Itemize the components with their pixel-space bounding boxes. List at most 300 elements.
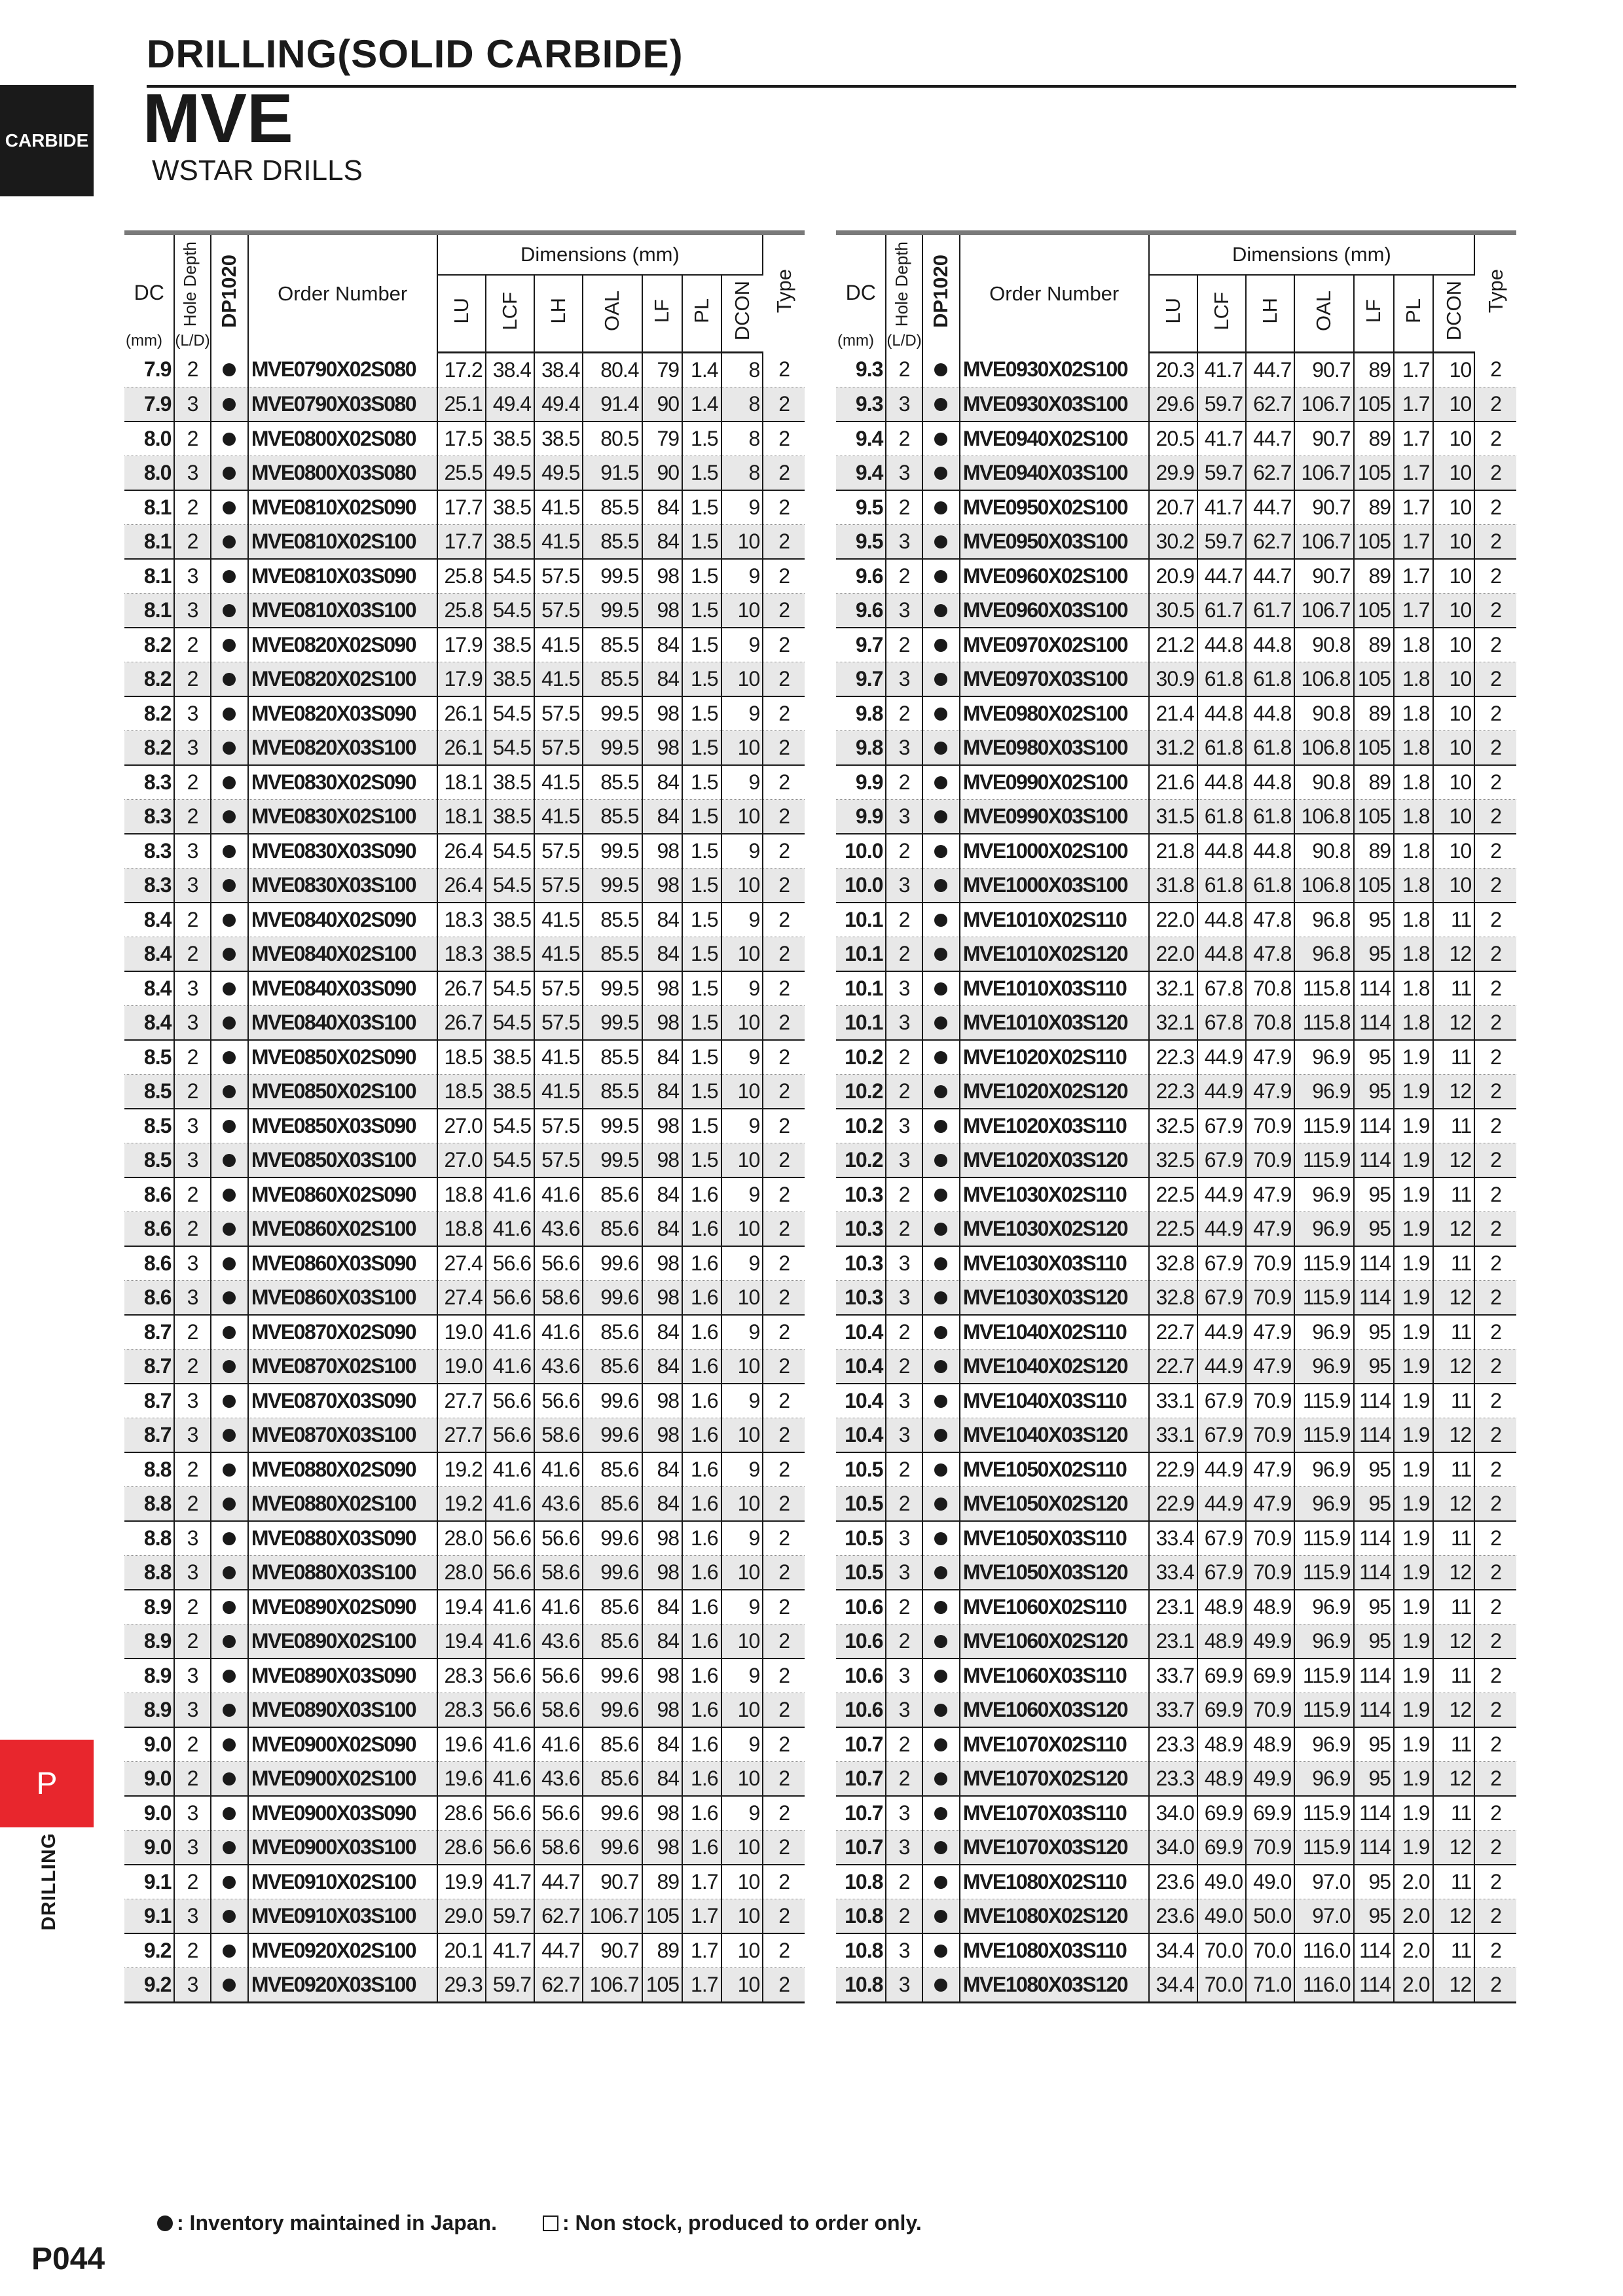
- cell-oal: 96.9: [1294, 1350, 1353, 1384]
- cell-dc: 10.6: [836, 1659, 886, 1693]
- cell-oal: 80.4: [583, 353, 642, 387]
- cell-oal: 85.5: [583, 1075, 642, 1109]
- cell-lh: 41.5: [534, 490, 583, 525]
- cell-dcon: 12: [1433, 1350, 1475, 1384]
- cell-pl: 1.6: [682, 1693, 721, 1728]
- cell-stock: [922, 1727, 960, 1762]
- cell-lcf: 67.8: [1197, 1006, 1246, 1041]
- cell-type: 2: [763, 1624, 805, 1659]
- cell-dcon: 8: [721, 353, 763, 387]
- cell-pl: 1.6: [682, 1624, 721, 1659]
- table-row: [836, 834, 1516, 869]
- cell-pl: 1.9: [1394, 1418, 1432, 1453]
- cell-dcon: 9: [721, 1315, 763, 1350]
- cell-lh: 61.8: [1246, 800, 1294, 834]
- cell-lcf: 44.8: [1197, 696, 1246, 731]
- cell-oal: 115.9: [1294, 1418, 1353, 1453]
- cell-pl: 1.5: [682, 1143, 721, 1178]
- cell-oal: 99.6: [583, 1521, 642, 1556]
- stock-bullet-icon: [934, 398, 947, 411]
- cell-lh: 49.9: [1246, 1624, 1294, 1659]
- col-header-hole-depth: Hole Depth (L/D): [886, 233, 922, 353]
- table-row: [836, 559, 1516, 594]
- cell-order-number: MVE1010X03S110: [960, 971, 1149, 1006]
- cell-lcf: 41.6: [486, 1590, 534, 1624]
- stock-bullet-icon: [934, 742, 947, 755]
- cell-type: 2: [1474, 490, 1516, 525]
- cell-oal: 85.5: [583, 662, 642, 697]
- cell-lcf: 44.9: [1197, 1075, 1246, 1109]
- cell-pl: 1.7: [1394, 490, 1432, 525]
- cell-type: 2: [763, 937, 805, 972]
- stock-bullet-icon: [223, 982, 236, 996]
- cell-pl: 1.5: [682, 800, 721, 834]
- cell-dc: 10.8: [836, 1899, 886, 1934]
- cell-oal: 90.8: [1294, 765, 1353, 800]
- cell-oal: 116.0: [1294, 1933, 1353, 1968]
- cell-lh: 70.9: [1246, 1109, 1294, 1143]
- cell-dc: 8.1: [124, 594, 174, 628]
- table-row: [124, 628, 805, 662]
- cell-type: 2: [763, 903, 805, 937]
- cell-lf: 98: [642, 834, 683, 869]
- table-row: [124, 800, 805, 834]
- cell-lcf: 41.6: [486, 1177, 534, 1212]
- cell-hole-depth: 2: [886, 628, 922, 662]
- cell-dcon: 12: [1433, 1968, 1475, 2003]
- cell-hole-depth: 2: [174, 628, 210, 662]
- cell-order-number: MVE0810X02S090: [248, 490, 437, 525]
- cell-dc: 9.7: [836, 628, 886, 662]
- cell-hole-depth: 2: [174, 525, 210, 560]
- cell-stock: [211, 490, 248, 525]
- cell-dc: 8.2: [124, 662, 174, 697]
- cell-dcon: 11: [1433, 1521, 1475, 1556]
- cell-type: 2: [763, 1590, 805, 1624]
- table-row: [124, 1933, 805, 1968]
- table-row: [836, 903, 1516, 937]
- cell-lu: 32.5: [1149, 1143, 1197, 1178]
- cell-order-number: MVE0870X03S100: [248, 1418, 437, 1453]
- cell-type: 2: [763, 1315, 805, 1350]
- cell-pl: 1.9: [1394, 1177, 1432, 1212]
- cell-stock: [922, 1384, 960, 1418]
- cell-dcon: 10: [721, 1350, 763, 1384]
- cell-dc: 8.6: [124, 1177, 174, 1212]
- stock-bullet-icon: [934, 1566, 947, 1579]
- cell-type: 2: [763, 1693, 805, 1728]
- cell-lh: 57.5: [534, 559, 583, 594]
- cell-order-number: MVE1070X03S110: [960, 1796, 1149, 1831]
- cell-stock: [211, 1109, 248, 1143]
- cell-lu: 33.1: [1149, 1418, 1197, 1453]
- cell-lh: 38.4: [534, 353, 583, 387]
- cell-lu: 34.4: [1149, 1933, 1197, 1968]
- cell-type: 2: [763, 422, 805, 456]
- cell-dc: 9.1: [124, 1899, 174, 1934]
- cell-lh: 41.5: [534, 765, 583, 800]
- cell-oal: 85.6: [583, 1762, 642, 1797]
- cell-order-number: MVE0870X02S090: [248, 1315, 437, 1350]
- cell-order-number: MVE0790X02S080: [248, 353, 437, 387]
- cell-type: 2: [1474, 1968, 1516, 2003]
- cell-lu: 28.6: [437, 1796, 486, 1831]
- stock-bullet-icon: [223, 1841, 236, 1854]
- cell-pl: 1.6: [682, 1315, 721, 1350]
- cell-lf: 89: [1354, 834, 1395, 869]
- cell-hole-depth: 3: [886, 1693, 922, 1728]
- cell-lcf: 44.9: [1197, 1452, 1246, 1487]
- cell-hole-depth: 2: [886, 1899, 922, 1934]
- cell-lcf: 38.5: [486, 490, 534, 525]
- cell-lh: 57.5: [534, 1143, 583, 1178]
- cell-oal: 96.9: [1294, 1590, 1353, 1624]
- cell-order-number: MVE0970X03S100: [960, 662, 1149, 697]
- cell-oal: 116.0: [1294, 1968, 1353, 2003]
- cell-lf: 98: [642, 1109, 683, 1143]
- cell-stock: [211, 834, 248, 869]
- cell-lu: 25.8: [437, 594, 486, 628]
- cell-dcon: 10: [721, 1968, 763, 2003]
- cell-lh: 57.5: [534, 971, 583, 1006]
- cell-dcon: 9: [721, 559, 763, 594]
- cell-hole-depth: 2: [886, 1452, 922, 1487]
- cell-pl: 1.5: [682, 1075, 721, 1109]
- cell-type: 2: [763, 1006, 805, 1041]
- cell-type: 2: [763, 1556, 805, 1590]
- cell-order-number: MVE1010X02S110: [960, 903, 1149, 937]
- cell-oal: 115.9: [1294, 1659, 1353, 1693]
- cell-stock: [922, 696, 960, 731]
- cell-stock: [922, 594, 960, 628]
- stock-bullet-icon: [223, 1945, 236, 1958]
- cell-order-number: MVE0880X02S090: [248, 1452, 437, 1487]
- table-row: [124, 1075, 805, 1109]
- stock-bullet-icon: [934, 433, 947, 446]
- stock-bullet-icon: [223, 1291, 236, 1304]
- cell-hole-depth: 3: [174, 971, 210, 1006]
- cell-hole-depth: 3: [174, 1384, 210, 1418]
- cell-dcon: 9: [721, 628, 763, 662]
- table-row: [124, 490, 805, 525]
- cell-stock: [922, 765, 960, 800]
- cell-oal: 85.5: [583, 628, 642, 662]
- cell-stock: [922, 1212, 960, 1247]
- stock-bullet-icon: [934, 535, 947, 548]
- cell-dc: 10.7: [836, 1831, 886, 1865]
- cell-lcf: 69.9: [1197, 1693, 1246, 1728]
- cell-lu: 23.1: [1149, 1624, 1197, 1659]
- cell-lu: 25.1: [437, 387, 486, 422]
- cell-dc: 8.4: [124, 903, 174, 937]
- cell-oal: 99.5: [583, 696, 642, 731]
- cell-dc: 9.4: [836, 456, 886, 491]
- cell-stock: [211, 1040, 248, 1075]
- cell-stock: [211, 628, 248, 662]
- cell-dc: 8.6: [124, 1246, 174, 1281]
- cell-lcf: 54.5: [486, 834, 534, 869]
- cell-order-number: MVE1020X03S120: [960, 1143, 1149, 1178]
- cell-hole-depth: 2: [174, 937, 210, 972]
- cell-lf: 114: [1354, 1281, 1395, 1316]
- cell-lcf: 56.6: [486, 1693, 534, 1728]
- cell-oal: 96.9: [1294, 1177, 1353, 1212]
- cell-lu: 32.8: [1149, 1281, 1197, 1316]
- cell-stock: [211, 1831, 248, 1865]
- table-row: [836, 1246, 1516, 1281]
- cell-stock: [922, 1899, 960, 1934]
- table-row: [124, 1762, 805, 1797]
- table-row: [836, 869, 1516, 903]
- cell-dc: 8.0: [124, 422, 174, 456]
- cell-dcon: 12: [1433, 1075, 1475, 1109]
- cell-dc: 8.5: [124, 1040, 174, 1075]
- cell-lcf: 41.6: [486, 1212, 534, 1247]
- cell-stock: [922, 834, 960, 869]
- cell-type: 2: [1474, 731, 1516, 766]
- stock-bullet-icon: [223, 1016, 236, 1030]
- table-row: [124, 1659, 805, 1693]
- cell-stock: [211, 903, 248, 937]
- cell-lh: 56.6: [534, 1246, 583, 1281]
- cell-lf: 95: [1354, 937, 1395, 972]
- cell-order-number: MVE0930X03S100: [960, 387, 1149, 422]
- cell-lf: 84: [642, 1727, 683, 1762]
- cell-type: 2: [1474, 628, 1516, 662]
- cell-pl: 1.8: [1394, 800, 1432, 834]
- cell-lf: 84: [642, 1177, 683, 1212]
- cell-dcon: 10: [721, 1899, 763, 1934]
- stock-bullet-icon: [934, 810, 947, 823]
- cell-lh: 43.6: [534, 1624, 583, 1659]
- cell-dcon: 11: [1433, 1590, 1475, 1624]
- stock-bullet-icon: [223, 1223, 236, 1236]
- cell-dcon: 8: [721, 422, 763, 456]
- cell-stock: [922, 800, 960, 834]
- cell-type: 2: [1474, 971, 1516, 1006]
- cell-order-number: MVE0900X03S100: [248, 1831, 437, 1865]
- cell-lh: 70.9: [1246, 1246, 1294, 1281]
- stock-bullet-icon: [223, 1360, 236, 1373]
- cell-lcf: 56.6: [486, 1281, 534, 1316]
- cell-oal: 99.6: [583, 1796, 642, 1831]
- cell-lu: 18.1: [437, 800, 486, 834]
- cell-pl: 1.6: [682, 1246, 721, 1281]
- cell-hole-depth: 3: [174, 1418, 210, 1453]
- cell-type: 2: [763, 559, 805, 594]
- cell-oal: 96.9: [1294, 1315, 1353, 1350]
- cell-lh: 44.7: [534, 1933, 583, 1968]
- cell-order-number: MVE1000X03S100: [960, 869, 1149, 903]
- cell-order-number: MVE0790X03S080: [248, 387, 437, 422]
- cell-pl: 1.9: [1394, 1109, 1432, 1143]
- cell-type: 2: [1474, 1418, 1516, 1453]
- cell-lf: 114: [1354, 1556, 1395, 1590]
- cell-dc: 8.3: [124, 869, 174, 903]
- cell-oal: 90.8: [1294, 696, 1353, 731]
- cell-lcf: 41.6: [486, 1487, 534, 1522]
- cell-lu: 32.8: [1149, 1246, 1197, 1281]
- table-row: [836, 353, 1516, 387]
- cell-type: 2: [1474, 1933, 1516, 1968]
- cell-lu: 27.0: [437, 1143, 486, 1178]
- cell-lu: 19.6: [437, 1762, 486, 1797]
- table-row: [836, 1865, 1516, 1899]
- col-header-pl: PL: [682, 275, 721, 353]
- stock-bullet-icon: [223, 1498, 236, 1511]
- table-row: [124, 971, 805, 1006]
- cell-pl: 1.5: [682, 1109, 721, 1143]
- stock-bullet-icon: [223, 1532, 236, 1545]
- table-row: [124, 1281, 805, 1316]
- cell-pl: 1.9: [1394, 1727, 1432, 1762]
- cell-dcon: 12: [1433, 1487, 1475, 1522]
- cell-lcf: 54.5: [486, 971, 534, 1006]
- cell-dcon: 9: [721, 1796, 763, 1831]
- col-header-dc: DC (mm): [124, 233, 174, 353]
- cell-lcf: 54.5: [486, 1109, 534, 1143]
- cell-lh: 44.7: [1246, 559, 1294, 594]
- cell-oal: 85.6: [583, 1212, 642, 1247]
- cell-stock: [211, 1693, 248, 1728]
- cell-stock: [922, 1659, 960, 1693]
- cell-type: 2: [763, 869, 805, 903]
- table-row: [836, 1521, 1516, 1556]
- cell-lu: 18.3: [437, 937, 486, 972]
- cell-oal: 115.9: [1294, 1796, 1353, 1831]
- cell-oal: 99.5: [583, 869, 642, 903]
- table-row: [836, 1384, 1516, 1418]
- cell-lf: 95: [1354, 1040, 1395, 1075]
- cell-type: 2: [763, 1040, 805, 1075]
- table-row: [836, 800, 1516, 834]
- cell-dc: 9.5: [836, 525, 886, 560]
- cell-oal: 106.8: [1294, 869, 1353, 903]
- cell-lcf: 56.6: [486, 1418, 534, 1453]
- cell-dc: 9.9: [836, 765, 886, 800]
- cell-pl: 1.7: [682, 1899, 721, 1934]
- cell-stock: [211, 594, 248, 628]
- cell-oal: 99.5: [583, 1143, 642, 1178]
- cell-lcf: 56.6: [486, 1659, 534, 1693]
- cell-order-number: MVE1050X03S110: [960, 1521, 1149, 1556]
- cell-hole-depth: 2: [174, 1040, 210, 1075]
- cell-hole-depth: 3: [174, 1831, 210, 1865]
- cell-hole-depth: 2: [174, 1075, 210, 1109]
- cell-lf: 95: [1354, 1177, 1395, 1212]
- table-row: [836, 594, 1516, 628]
- cell-dcon: 10: [1433, 594, 1475, 628]
- cell-stock: [922, 1281, 960, 1316]
- cell-lcf: 61.8: [1197, 869, 1246, 903]
- cell-lh: 56.6: [534, 1659, 583, 1693]
- cell-lf: 105: [1354, 525, 1395, 560]
- cell-lf: 114: [1354, 1693, 1395, 1728]
- cell-pl: 1.6: [682, 1487, 721, 1522]
- cell-lcf: 59.7: [1197, 525, 1246, 560]
- cell-lu: 23.6: [1149, 1899, 1197, 1934]
- cell-dc: 10.6: [836, 1624, 886, 1659]
- cell-pl: 1.7: [1394, 353, 1432, 387]
- table-row: [124, 834, 805, 869]
- cell-oal: 90.7: [1294, 559, 1353, 594]
- cell-lcf: 41.6: [486, 1350, 534, 1384]
- stock-bullet-icon: [934, 1807, 947, 1820]
- table-row: [836, 1040, 1516, 1075]
- cell-dcon: 8: [721, 387, 763, 422]
- cell-lcf: 49.0: [1197, 1865, 1246, 1899]
- cell-lf: 89: [642, 1865, 683, 1899]
- cell-oal: 85.5: [583, 490, 642, 525]
- cell-stock: [211, 1521, 248, 1556]
- cell-dc: 9.7: [836, 662, 886, 697]
- cell-pl: 1.9: [1394, 1350, 1432, 1384]
- cell-stock: [211, 559, 248, 594]
- cell-hole-depth: 3: [886, 1246, 922, 1281]
- stock-bullet-icon: [934, 1704, 947, 1717]
- cell-lf: 84: [642, 490, 683, 525]
- cell-stock: [211, 1659, 248, 1693]
- cell-dc: 8.5: [124, 1109, 174, 1143]
- cell-lf: 105: [1354, 869, 1395, 903]
- stock-bullet-icon: [934, 879, 947, 892]
- cell-type: 2: [763, 1968, 805, 2003]
- cell-hole-depth: 2: [886, 1865, 922, 1899]
- cell-lu: 29.0: [437, 1899, 486, 1934]
- cell-hole-depth: 3: [174, 731, 210, 766]
- cell-order-number: MVE1060X03S120: [960, 1693, 1149, 1728]
- cell-lf: 95: [1354, 1899, 1395, 1934]
- cell-order-number: MVE0840X02S090: [248, 903, 437, 937]
- cell-dcon: 12: [1433, 1281, 1475, 1316]
- order-square-icon: [543, 2215, 558, 2231]
- cell-lu: 17.2: [437, 353, 486, 387]
- cell-pl: 1.7: [1394, 594, 1432, 628]
- cell-oal: 115.9: [1294, 1246, 1353, 1281]
- cell-order-number: MVE0900X02S100: [248, 1762, 437, 1797]
- cell-lh: 41.5: [534, 525, 583, 560]
- cell-stock: [922, 490, 960, 525]
- cell-lu: 18.1: [437, 765, 486, 800]
- cell-dcon: 10: [1433, 559, 1475, 594]
- cell-oal: 99.5: [583, 834, 642, 869]
- cell-lu: 32.1: [1149, 1006, 1197, 1041]
- cell-dc: 10.6: [836, 1693, 886, 1728]
- cell-oal: 106.7: [583, 1899, 642, 1934]
- cell-hole-depth: 3: [886, 1521, 922, 1556]
- cell-type: 2: [763, 1177, 805, 1212]
- cell-lu: 21.8: [1149, 834, 1197, 869]
- cell-lu: 28.3: [437, 1693, 486, 1728]
- cell-hole-depth: 2: [174, 1933, 210, 1968]
- cell-dc: 8.8: [124, 1521, 174, 1556]
- cell-dcon: 10: [721, 1762, 763, 1797]
- stock-bullet-icon: [223, 1395, 236, 1408]
- cell-dc: 8.7: [124, 1384, 174, 1418]
- col-header-order-number: Order Number: [248, 233, 437, 353]
- cell-lcf: 38.4: [486, 353, 534, 387]
- cell-stock: [922, 971, 960, 1006]
- col-header-dc: DC (mm): [836, 233, 886, 353]
- cell-lu: 21.2: [1149, 628, 1197, 662]
- cell-type: 2: [763, 1109, 805, 1143]
- cell-type: 2: [1474, 1246, 1516, 1281]
- cell-lh: 57.5: [534, 1006, 583, 1041]
- cell-lf: 98: [642, 594, 683, 628]
- cell-lcf: 67.9: [1197, 1281, 1246, 1316]
- cell-lu: 18.8: [437, 1177, 486, 1212]
- stock-bullet-icon: [934, 604, 947, 617]
